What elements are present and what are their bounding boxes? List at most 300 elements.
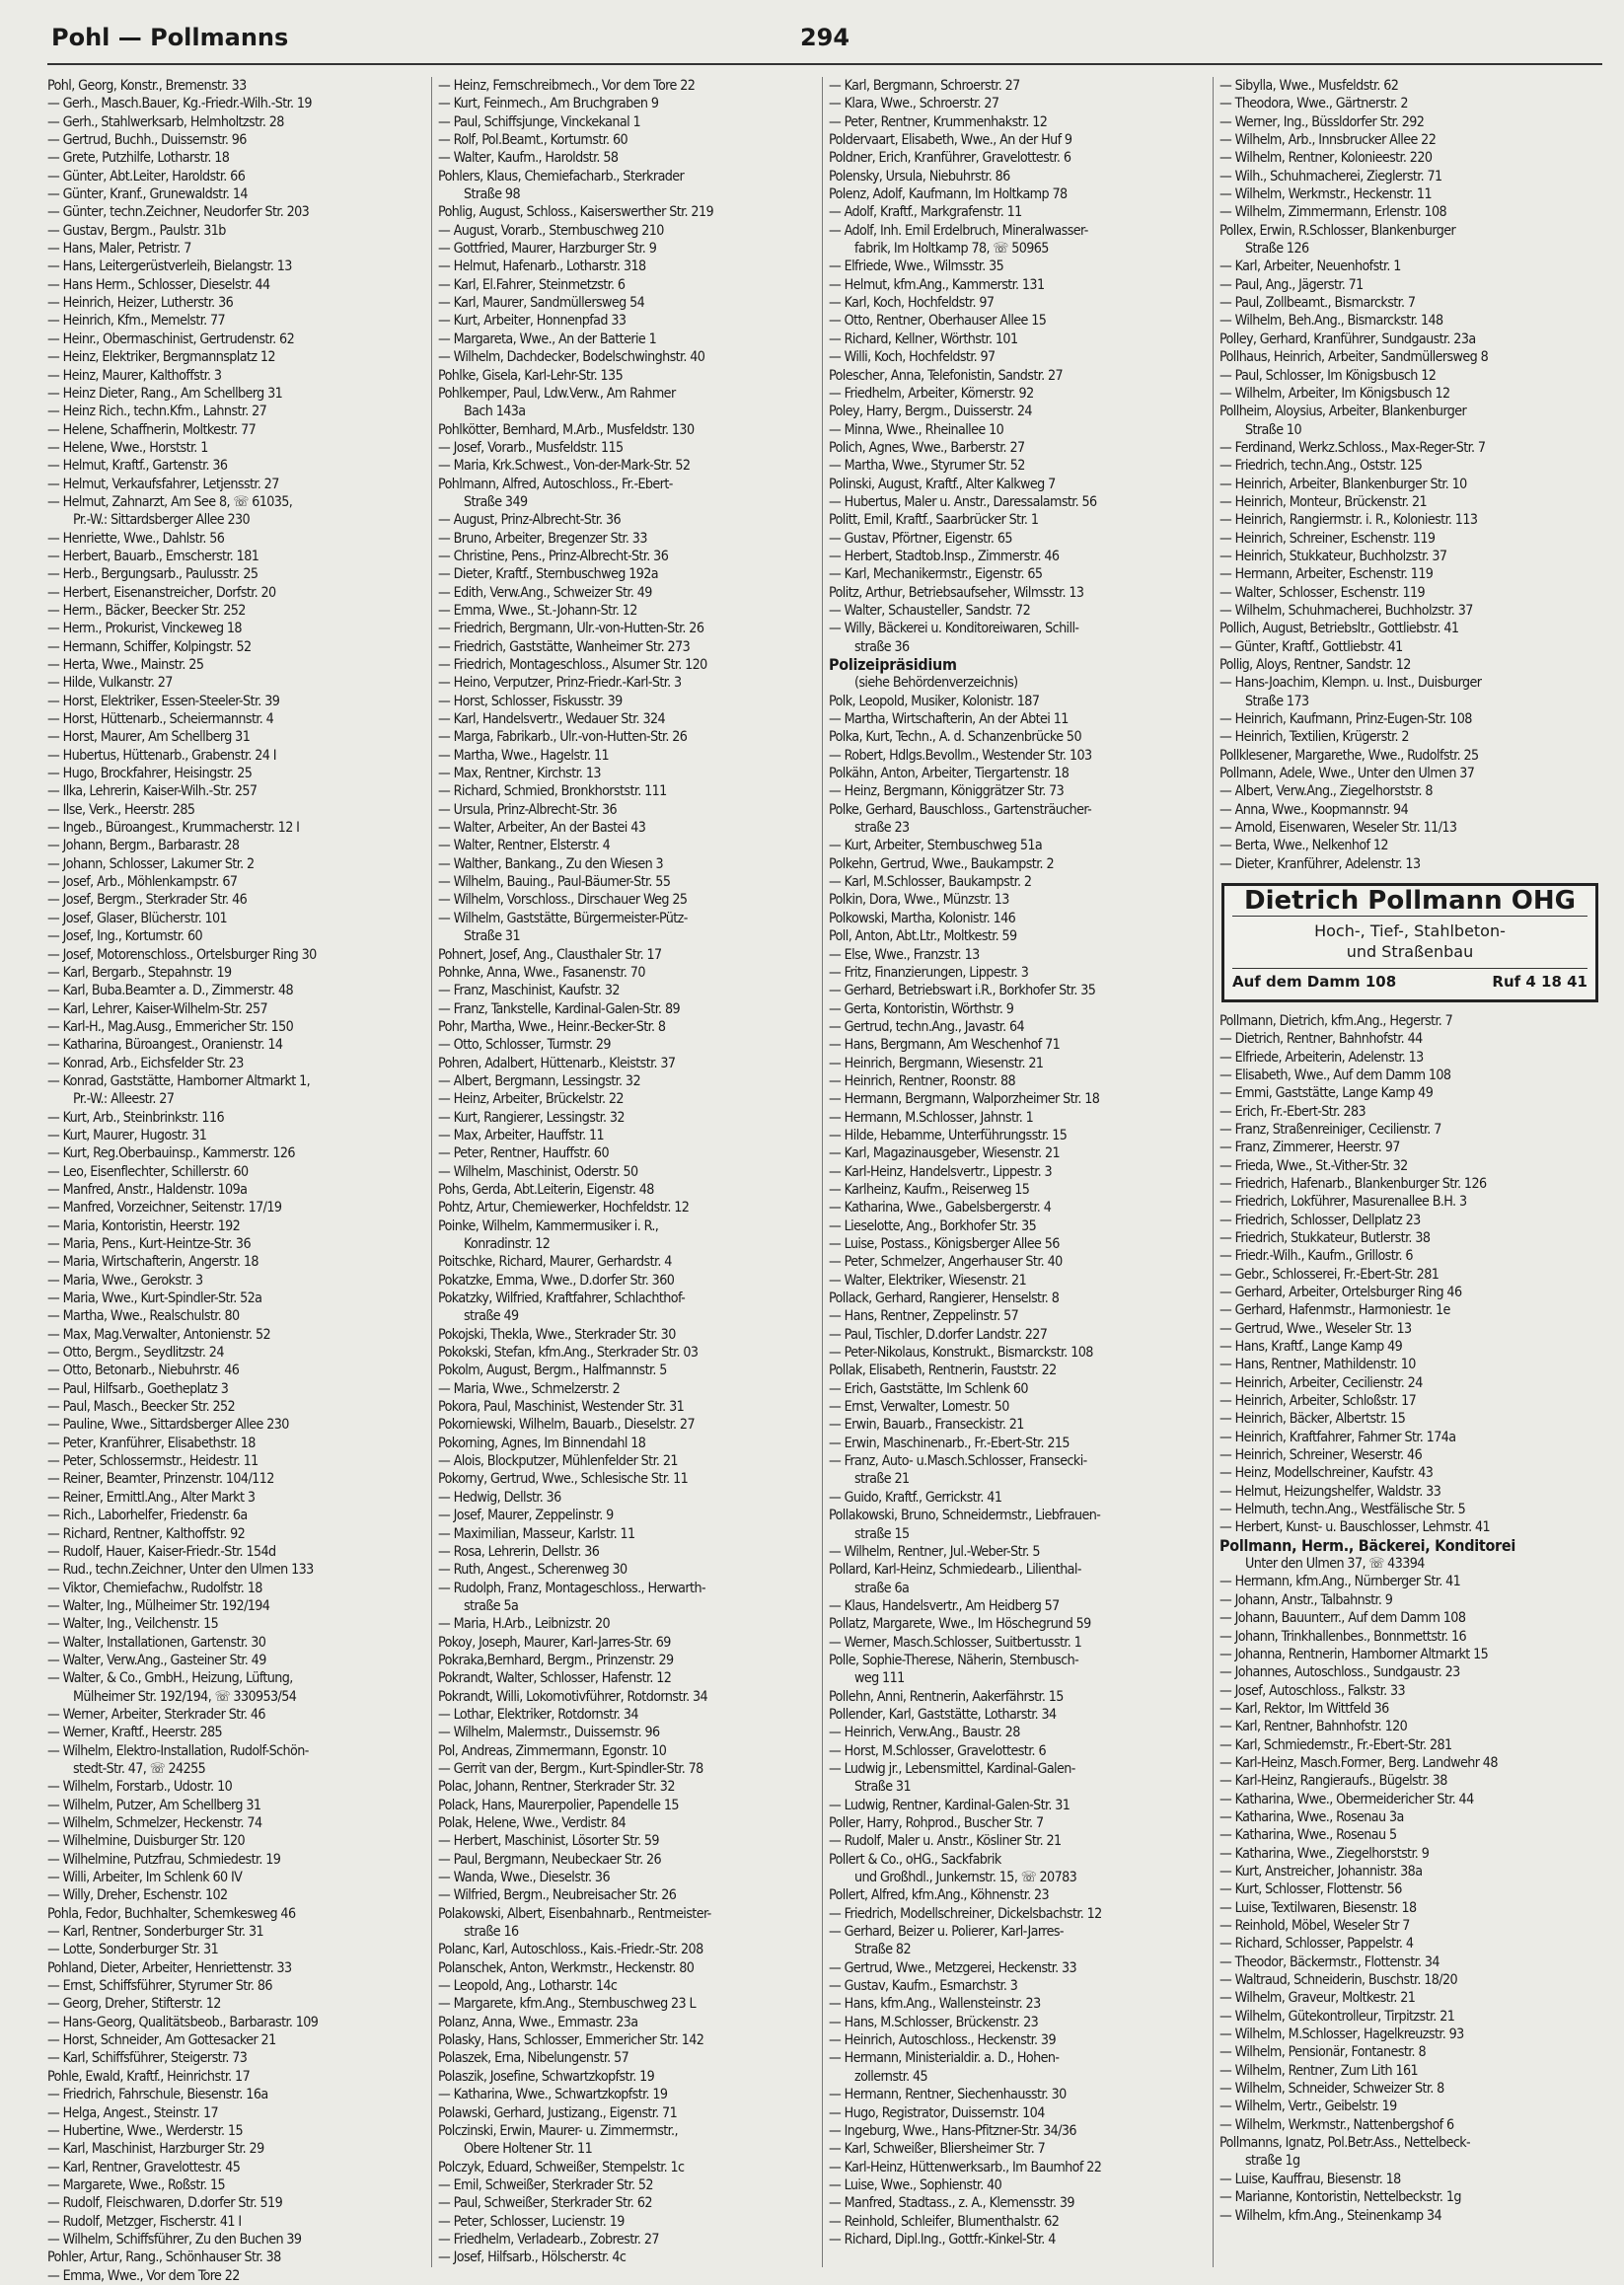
directory-entry: — Gerta, Kontoristin, Wörthstr. 9: [829, 1000, 1014, 1017]
directory-entry: fabrik, Im Holtkamp 78, ☏ 50965: [854, 241, 1049, 258]
directory-entry: — Franz, Tankstelle, Kardinal-Galen-Str. 89: [438, 1000, 680, 1017]
directory-entry: — Herbert, Eisenanstreicher, Dorfstr. 20: [47, 584, 276, 601]
directory-entry: — Walter, Rentner, Elsterstr. 4: [438, 838, 611, 854]
directory-entry: — Richard, Schlosser, Pappelstr. 4: [1219, 1936, 1414, 1953]
directory-entry: — Wilhelm, Beh.Ang., Bismarckstr. 148: [1219, 313, 1443, 330]
directory-entry: Pohler, Artur, Rang., Schönhauser Str. 38: [47, 2249, 281, 2266]
directory-entry: — Adolf, Inh. Emil Erdelbruch, Mineralwasser-: [829, 222, 1088, 239]
directory-entry: — Hermann, Arbeiter, Eschenstr. 119: [1219, 566, 1434, 583]
directory-entry: — Wilhelm, Dachdecker, Bodelschwinghstr. 40: [438, 349, 705, 366]
directory-entry: — Wilhelm, Schneider, Schweizer Str. 8: [1219, 2081, 1444, 2098]
directory-entry: — Wilhelm, Rentner, Jul.-Weber-Str. 5: [829, 1543, 1040, 1560]
ad-line: und Straßenbau: [1346, 942, 1474, 962]
directory-entry: — Margareta, Wwe., An der Batterie 1: [438, 331, 657, 347]
directory-entry: — Richard, Schmied, Bronkhorststr. 111: [438, 783, 667, 800]
directory-entry: — Hugo, Brockfahrer, Heisingstr. 25: [47, 766, 253, 782]
directory-entry: — Horst, Schlosser, Fiskusstr. 39: [438, 693, 623, 709]
directory-entry: Straße 349: [464, 493, 528, 510]
directory-entry: Polaszek, Erna, Nibelungenstr. 57: [438, 2050, 629, 2067]
directory-entry: — Heinz Dieter, Rang., Am Schellberg 31: [47, 385, 283, 402]
directory-entry: — Paul, Ang., Jägerstr. 71: [1219, 276, 1364, 293]
directory-entry: Konradinstr. 12: [464, 1236, 551, 1252]
directory-entry: Pollmann, Adele, Wwe., Unter den Ulmen 37: [1219, 766, 1475, 782]
directory-entry: — Hermann, Schiffer, Kolpingstr. 52: [47, 638, 252, 655]
directory-entry: — Hans-Georg, Qualitätsbeob., Barbarastr. 109: [47, 2014, 319, 2030]
directory-entry: — Helmut, Zahnarzt, Am See 8, ☏ 61035,: [47, 493, 293, 510]
directory-entry: — Hilde, Vulkanstr. 27: [47, 675, 173, 692]
directory-entry: — Wilhelm, Vorschloss., Dirschauer Weg 25: [438, 892, 688, 909]
directory-entry: Pollich, August, Betriebsltr., Gottliebstr. 41: [1219, 621, 1459, 637]
directory-entry: — Ruth, Angest., Scherenweg 30: [438, 1562, 627, 1579]
directory-entry: — Martha, Wwe., Realschulstr. 80: [47, 1308, 240, 1325]
directory-entry: — Karl, Schiffsführer, Steigerstr. 73: [47, 2050, 248, 2067]
directory-entry: — Hubertus, Hüttenarb., Grabenstr. 24 I: [47, 747, 276, 764]
directory-entry: Straße 31: [464, 928, 520, 945]
directory-entry: — Horst, Schneider, Am Gottesacker 21: [47, 2032, 276, 2049]
directory-entry: — Max, Arbeiter, Hauffstr. 11: [438, 1127, 605, 1143]
directory-entry: — Karl-Heinz, Handelsvertr., Lippestr. 3: [829, 1163, 1053, 1180]
directory-entry: — Maria, Wwe., Kurt-Spindler-Str. 52a: [47, 1290, 262, 1307]
directory-entry: — Rudolf, Maler u. Anstr., Kösliner Str. 21: [829, 1833, 1062, 1850]
directory-entry: — Adolf, Kraftf., Markgrafenstr. 11: [829, 204, 1022, 221]
directory-entry: — Gerhard, Arbeiter, Ortelsburger Ring 46: [1219, 1284, 1462, 1300]
directory-entry: — Wilhelm, Forstarb., Udostr. 10: [47, 1779, 233, 1796]
directory-entry: — Katharina, Wwe., Schwartzkopfstr. 19: [438, 2087, 668, 2103]
directory-entry: Polanc, Karl, Autoschloss., Kais.-Friedr.-Str. 208: [438, 1942, 703, 1958]
directory-entry: — Walter, Kaufm., Haroldstr. 58: [438, 150, 619, 167]
directory-entry: — Johann, Anstr., Talbahnstr. 9: [1219, 1591, 1393, 1608]
directory-entry: Straße 98: [464, 186, 520, 203]
directory-entry: Pollmann, Herm., Bäckerei, Konditorei: [1219, 1535, 1515, 1555]
directory-entry: Pollatz, Margarete, Wwe., Im Höschegrund 59: [829, 1616, 1091, 1633]
directory-entry: Straße 31: [854, 1779, 911, 1796]
directory-entry: — Luise, Textilwaren, Biesenstr. 18: [1219, 1899, 1417, 1916]
directory-entry: — Kurt, Feinmech., Am Bruchgraben 9: [438, 96, 659, 112]
directory-entry: — Karl, Rentner, Gravelottestr. 45: [47, 2159, 241, 2175]
column-4: [1219, 77, 1604, 2267]
directory-entry: — Josef, Autoschloss., Falkstr. 33: [1219, 1682, 1406, 1699]
directory-entry: Polkehn, Gertrud, Wwe., Baukampstr. 2: [829, 855, 1054, 872]
directory-entry: — Johanna, Rentnerin, Hamborner Altmarkt 15: [1219, 1646, 1489, 1662]
directory-entry: — Hermann, Ministerialdir. a. D., Hohen-: [829, 2050, 1060, 2067]
directory-entry: — Paul, Schweißer, Sterkrader Str. 62: [438, 2195, 652, 2212]
directory-entry: — Maria, Wirtschafterin, Angerstr. 18: [47, 1254, 258, 1271]
directory-entry: — Max, Mag.Verwalter, Antonienstr. 52: [47, 1326, 270, 1343]
directory-entry: — Theodora, Wwe., Gärtnerstr. 2: [1219, 96, 1408, 112]
directory-entry: Pollmanns, Ignatz, Pol.Betr.Ass., Nettelbeck-: [1219, 2135, 1471, 2152]
directory-entry: — Karl, Maurer, Sandmüllersweg 54: [438, 295, 645, 312]
directory-entry: — Elfriede, Arbeiterin, Adelenstr. 13: [1219, 1049, 1424, 1066]
directory-entry: — Hans, Bergmann, Am Weschenhof 71: [829, 1037, 1061, 1054]
directory-entry: — Karl-Heinz, Rangieraufs., Bügelstr. 38: [1219, 1773, 1447, 1790]
directory-entry: Polanz, Anna, Wwe., Emmastr. 23a: [438, 2014, 638, 2030]
directory-entry: Pollmann, Dietrich, kfm.Ang., Hegerstr. 7: [1219, 1012, 1453, 1029]
directory-entry: — Konrad, Arb., Eichsfelder Str. 23: [47, 1055, 244, 1071]
directory-entry: — Ernst, Schiffsführer, Styrumer Str. 86: [47, 1978, 272, 1995]
directory-entry: zollernstr. 45: [854, 2068, 928, 2085]
directory-entry: — Friedr.-Wilh., Kaufm., Grillostr. 6: [1219, 1248, 1413, 1265]
directory-entry: — Karl, M.Schlosser, Baukampstr. 2: [829, 874, 1032, 891]
directory-entry: Pr.-W.: Alleestr. 27: [73, 1091, 175, 1108]
directory-entry: — Heinrich, Stukkateur, Buchholzstr. 37: [1219, 548, 1447, 564]
directory-entry: — Werner, Ing., Büssldorfer Str. 292: [1219, 113, 1425, 130]
directory-entry: — Ludwig, Rentner, Kardinal-Galen-Str. 31: [829, 1797, 1070, 1813]
directory-entry: — Emma, Wwe., St.-Johann-Str. 12: [438, 602, 637, 619]
directory-entry: — Wilhelmine, Duisburger Str. 120: [47, 1833, 246, 1850]
directory-entry: Polakowski, Albert, Eisenbahnarb., Rentmeister-: [438, 1905, 711, 1922]
directory-entry: stedt-Str. 47, ☏ 24255: [73, 1760, 206, 1777]
directory-entry: — Gustav, Pförtner, Eigenstr. 65: [829, 530, 1012, 547]
directory-entry: Straße 173: [1245, 693, 1309, 709]
directory-entry: — Hermann, Rentner, Siechenhausstr. 30: [829, 2087, 1067, 2103]
directory-entry: — Sibylla, Wwe., Musfeldstr. 62: [1219, 78, 1399, 94]
directory-entry: — Friedrich, Hafenarb., Blankenburger Str. 126: [1219, 1175, 1487, 1192]
directory-entry: Pr.-W.: Sittardsberger Allee 230: [73, 512, 251, 529]
directory-entry: — Waltraud, Schneiderin, Buschstr. 18/20: [1219, 1972, 1458, 1989]
directory-entry: — Katharina, Büroangest., Oranienstr. 14: [47, 1037, 283, 1054]
directory-entry: — Heinz, Bergmann, Königgrätzer Str. 73: [829, 783, 1065, 800]
directory-entry: — Herbert, Bauarb., Emscherstr. 181: [47, 548, 259, 564]
directory-entry: — Herm., Prokurist, Vinckeweg 18: [47, 621, 242, 637]
directory-entry: — Gerh., Stahlwerksarb, Helmholtzstr. 28: [47, 113, 284, 130]
directory-entry: — Rosa, Lehrerin, Dellstr. 36: [438, 1543, 600, 1560]
directory-entry: — Kurt, Reg.Oberbauinsp., Kammerstr. 126: [47, 1145, 295, 1162]
directory-entry: — Erwin, Maschinenarb., Fr.-Ebert-Str. 215: [829, 1435, 1070, 1451]
directory-entry: — Josef, Hilfsarb., Hölscherstr. 4c: [438, 2249, 627, 2266]
directory-entry: — Hans, Rentner, Zeppelinstr. 57: [829, 1308, 1019, 1325]
directory-entry: Pollheim, Aloysius, Arbeiter, Blankenburger: [1219, 404, 1467, 420]
directory-entry: — Rudolf, Hauer, Kaiser-Friedr.-Str. 154d: [47, 1543, 276, 1560]
directory-entry: Pollakowski, Bruno, Schneidermstr., Liebfrauen-: [829, 1508, 1101, 1524]
directory-entry: — Karl, Buba.Beamter a. D., Zimmerstr. 48: [47, 983, 294, 999]
directory-entry: — Emmi, Gaststätte, Lange Kamp 49: [1219, 1085, 1434, 1102]
directory-entry: — Peter, Rentner, Hauffstr. 60: [438, 1145, 609, 1162]
directory-entry: — Günter, Abt.Leiter, Haroldstr. 66: [47, 168, 246, 184]
directory-entry: — Heinrich, Bergmann, Wiesenstr. 21: [829, 1055, 1044, 1071]
directory-entry: — Horst, Hüttenarb., Scheiermannstr. 4: [47, 711, 274, 728]
directory-entry: Polle, Sophie-Therese, Näherin, Sternbusch-: [829, 1652, 1079, 1668]
directory-entry: Poller, Harry, Rohprod., Buscher Str. 7: [829, 1815, 1044, 1831]
directory-entry: — Johann, Bergm., Barbarastr. 28: [47, 838, 240, 854]
directory-entry: — Richard, Kellner, Wörthstr. 101: [829, 331, 1018, 347]
directory-entry: — Wilhelmine, Putzfrau, Schmiedestr. 19: [47, 1851, 281, 1868]
directory-entry: — Wilhelm, Werkmstr., Nattenbergshof 6: [1219, 2116, 1454, 2133]
directory-entry: — Kurt, Arbeiter, Honnenpfad 33: [438, 313, 627, 330]
directory-entry: Pohlke, Gisela, Karl-Lehr-Str. 135: [438, 367, 624, 384]
directory-entry: — Helmut, kfm.Ang., Kammerstr. 131: [829, 276, 1045, 293]
directory-entry: Pollex, Erwin, R.Schlosser, Blankenburger: [1219, 222, 1456, 239]
directory-entry: — Franz, Zimmerer, Heerstr. 97: [1219, 1140, 1400, 1156]
directory-entry: — Helmuth, techn.Ang., Westfälische Str. 5: [1219, 1502, 1466, 1518]
directory-entry: Polczinski, Erwin, Maurer- u. Zimmermstr.,: [438, 2122, 678, 2139]
directory-entry: — Karl, Lehrer, Kaiser-Wilhelm-Str. 257: [47, 1000, 268, 1017]
directory-entry: — Martha, Wwe., Hagelstr. 11: [438, 747, 610, 764]
directory-entry: — August, Prinz-Albrecht-Str. 36: [438, 512, 621, 529]
directory-entry: — Maximilian, Masseur, Karlstr. 11: [438, 1525, 635, 1542]
directory-entry: — Hans, M.Schlosser, Brückenstr. 23: [829, 2014, 1039, 2030]
directory-entry: — Wilhelm, Rentner, Kolonieestr. 220: [1219, 150, 1433, 167]
directory-entry: Pollard, Karl-Heinz, Schmiedearb., Lilienthal-: [829, 1562, 1081, 1579]
directory-entry: — Willi, Koch, Hochfeldstr. 97: [829, 349, 996, 366]
directory-entry: — Else, Wwe., Franzstr. 13: [829, 946, 980, 963]
directory-entry: — Heinrich, Kaufmann, Prinz-Eugen-Str. 108: [1219, 711, 1472, 728]
directory-entry: Pollert, Alfred, kfm.Ang., Köhnenstr. 23: [829, 1887, 1050, 1904]
directory-entry: — Wilhelm, Rentner, Zum Lith 161: [1219, 2062, 1419, 2079]
directory-entry: — Emma, Wwe., Vor dem Tore 22: [47, 2267, 240, 2284]
directory-entry: Polkin, Dora, Wwe., Münzstr. 13: [829, 892, 1009, 909]
directory-entry: — Anna, Wwe., Koopmannstr. 94: [1219, 801, 1409, 818]
directory-entry: — Wilhelm, M.Schlosser, Hagelkreuzstr. 93: [1219, 2027, 1464, 2043]
directory-entry: — Franz, Auto- u.Masch.Schlosser, Fransecki-: [829, 1453, 1087, 1470]
directory-entry: — Viktor, Chemiefachw., Rudolfstr. 18: [47, 1580, 262, 1596]
directory-entry: — Helmut, Verkaufsfahrer, Letjensstr. 27: [47, 476, 279, 492]
directory-entry: Pollhaus, Heinrich, Arbeiter, Sandmüllersweg 8: [1219, 349, 1489, 366]
directory-entry: straße 5a: [464, 1597, 519, 1614]
directory-entry: — Paul, Hilfsarb., Goetheplatz 3: [47, 1380, 229, 1397]
directory-entry: — Heinz, Modellschreiner, Kaufstr. 43: [1219, 1465, 1434, 1482]
directory-entry: — Franz, Straßenreiniger, Cecilienstr. 7: [1219, 1121, 1441, 1138]
directory-entry: — Wilhelm, Arbeiter, Im Königsbusch 12: [1219, 385, 1450, 402]
directory-entry: — Peter, Kranführer, Elisabethstr. 18: [47, 1435, 256, 1451]
directory-entry: Pokora, Paul, Maschinist, Westender Str. 31: [438, 1399, 685, 1416]
directory-entry: Straße 10: [1245, 421, 1301, 438]
directory-entry: — Helene, Wwe., Horststr. 1: [47, 439, 208, 456]
directory-entry: — Heino, Verputzer, Prinz-Friedr.-Karl-Str. 3: [438, 675, 682, 692]
directory-entry: Polkowski, Martha, Kolonistr. 146: [829, 910, 1016, 926]
directory-entry: — Gerhard, Betriebswart i.R., Borkhofer Str. 35: [829, 983, 1096, 999]
directory-entry: Polich, Agnes, Wwe., Barberstr. 27: [829, 439, 1025, 456]
directory-entry: — Reiner, Beamter, Prinzenstr. 104/112: [47, 1471, 274, 1488]
directory-entry: — Hermann, kfm.Ang., Nürnberger Str. 41: [1219, 1574, 1461, 1590]
directory-entry: — Hilde, Hebamme, Unterführungsstr. 15: [829, 1127, 1068, 1143]
directory-entry: — Kurt, Rangierer, Lessingstr. 32: [438, 1109, 625, 1126]
directory-entry: — Josef, Arb., Möhlenkampstr. 67: [47, 874, 238, 891]
directory-entry: — Wilhelm, Werkmstr., Heckenstr. 11: [1219, 186, 1432, 203]
directory-entry: — Heinrich, Kfm., Memelstr. 77: [47, 313, 226, 330]
directory-entry: — Friedhelm, Arbeiter, Körnerstr. 92: [829, 385, 1034, 402]
directory-entry: straße 1g: [1245, 2153, 1300, 2170]
directory-entry: Poinke, Wilhelm, Kammermusiker i. R.,: [438, 1217, 659, 1234]
directory-entry: — Karl, Mechanikermstr., Eigenstr. 65: [829, 566, 1043, 583]
directory-entry: — Manfred, Anstr., Haldenstr. 109a: [47, 1181, 248, 1198]
directory-entry: — Helene, Schaffnerin, Moltkestr. 77: [47, 421, 257, 438]
directory-entry: — Wilhelm, Gütekontrolleur, Tirpitzstr. 21: [1219, 2008, 1455, 2025]
directory-entry: Pokojski, Thekla, Wwe., Sterkrader Str. 30: [438, 1326, 676, 1343]
directory-entry: — Hans, Rentner, Mathildenstr. 10: [1219, 1357, 1416, 1373]
directory-entry: — Leopold, Ang., Lotharstr. 14c: [438, 1978, 618, 1995]
directory-entry: — Wilhelm, Putzer, Am Schellberg 31: [47, 1797, 261, 1813]
directory-entry: — Maria, Krk.Schwest., Von-der-Mark-Str. 52: [438, 458, 691, 475]
ad-line: Hoch-, Tief-, Stahlbeton-: [1314, 921, 1506, 941]
directory-entry: — Klaus, Handelsvertr., Am Heidberg 57: [829, 1597, 1060, 1614]
directory-entry: — Wilh., Schuhmacherei, Zieglerstr. 71: [1219, 168, 1442, 184]
directory-entry: — Lotte, Sonderburger Str. 31: [47, 1942, 219, 1958]
column-2: [438, 77, 823, 2267]
column-3: [829, 77, 1214, 2267]
directory-entry: — Heinrich, Arbeiter, Blankenburger Str. 10: [1219, 476, 1467, 492]
directory-entry: — Rudolph, Franz, Montageschloss., Herwarth-: [438, 1580, 705, 1596]
directory-entry: — Martha, Wirtschafterin, An der Abtei 11: [829, 711, 1069, 728]
directory-entry: — Josef, Motorenschloss., Ortelsburger Ring 30: [47, 946, 317, 963]
directory-entry: — Albert, Bergmann, Lessingstr. 32: [438, 1072, 640, 1089]
page-header: [47, 20, 1602, 65]
directory-entry: — Ferdinand, Werkz.Schloss., Max-Reger-Str. 7: [1219, 439, 1486, 456]
directory-entry: — Berta, Wwe., Nelkenhof 12: [1219, 838, 1388, 854]
directory-entry: — Friedhelm, Verladearb., Zobrestr. 27: [438, 2231, 659, 2248]
directory-entry: — Helmut, Heizungshelfer, Waldstr. 33: [1219, 1483, 1441, 1500]
directory-entry: — Wilhelm, Graveur, Moltkestr. 21: [1219, 1990, 1416, 2007]
directory-entry: Pokorny, Gertrud, Wwe., Schlesische Str. 11: [438, 1471, 689, 1488]
directory-entry: — Friedrich, Montageschloss., Alsumer Str. 120: [438, 657, 707, 673]
directory-entry: Politt, Emil, Kraftf., Saarbrücker Str. 1: [829, 512, 1039, 529]
directory-entry: — Luise, Kauffrau, Biesenstr. 18: [1219, 2171, 1401, 2187]
directory-entry: — Karl-Heinz, Masch.Former, Berg. Landwehr 48: [1219, 1754, 1498, 1771]
directory-entry: — Karl, Koch, Hochfeldstr. 97: [829, 295, 995, 312]
directory-entry: — Marianne, Kontoristin, Nettelbeckstr. 1g: [1219, 2189, 1461, 2206]
directory-entry: — Werner, Kraftf., Heerstr. 285: [47, 1725, 223, 1741]
directory-entry: — Manfred, Stadtass., z. A., Klemensstr. 39: [829, 2195, 1074, 2212]
directory-entry: — Herbert, Maschinist, Lösorter Str. 59: [438, 1833, 659, 1850]
directory-entry: — Heinz Rich., techn.Kfm., Lahnstr. 27: [47, 404, 267, 420]
directory-entry: — Paul, Bergmann, Neubeckaer Str. 26: [438, 1851, 662, 1868]
directory-entry: — Peter, Schmelzer, Angerhauser Str. 40: [829, 1254, 1063, 1271]
directory-entry: — Karl, Bergarb., Stepahnstr. 19: [47, 964, 232, 981]
directory-entry: — Josef, Glaser, Blücherstr. 101: [47, 910, 228, 926]
directory-entry: — Karl, Rentner, Sonderburger Str. 31: [47, 1924, 263, 1941]
directory-entry: — Fritz, Finanzierungen, Lippestr. 3: [829, 964, 1029, 981]
directory-entry: — Gustav, Bergm., Paulstr. 31b: [47, 222, 226, 239]
directory-entry: — Josef, Bergm., Sterkrader Str. 46: [47, 892, 248, 909]
directory-entry: — Rudolf, Fleischwaren, D.dorfer Str. 519: [47, 2195, 283, 2212]
directory-entry: Polkähn, Anton, Arbeiter, Tiergartenstr. 18: [829, 766, 1070, 782]
directory-entry: — Friedrich, Lokführer, Masurenallee B.H. 3: [1219, 1194, 1467, 1211]
directory-entry: — Walter, Installationen, Gartenstr. 30: [47, 1634, 266, 1651]
directory-entry: Pokorniewski, Wilhelm, Bauarb., Dieselstr. 27: [438, 1417, 695, 1434]
directory-entry: — Hans, Leitergerüstverleih, Bielangstr. 13: [47, 258, 292, 275]
directory-entry: — Karl, Bergmann, Schroerstr. 27: [829, 78, 1020, 94]
directory-entry: — Rich., Laborhelfer, Friedenstr. 6a: [47, 1508, 248, 1524]
directory-entry: Polack, Hans, Maurerpolier, Papendelle 15: [438, 1797, 679, 1813]
directory-entry: — Hans Herm., Schlosser, Dieselstr. 44: [47, 276, 270, 293]
directory-entry: — Richard, Rentner, Kalthoffstr. 92: [47, 1525, 246, 1542]
directory-entry: — Ludwig jr., Lebensmittel, Kardinal-Galen-: [829, 1760, 1075, 1777]
directory-entry: Pol, Andreas, Zimmermann, Egonstr. 10: [438, 1742, 667, 1759]
directory-entry: Polanschek, Anton, Werkmstr., Heckenstr. 80: [438, 1959, 695, 1976]
directory-entry: — Johann, Schlosser, Lakumer Str. 2: [47, 855, 255, 872]
directory-entry: Pohl, Georg, Konstr., Bremenstr. 33: [47, 78, 247, 94]
directory-entry: — Henriette, Wwe., Dahlstr. 56: [47, 530, 225, 547]
directory-entry: — Dietrich, Rentner, Bahnhofstr. 44: [1219, 1031, 1423, 1048]
directory-entry: — Karl, Handelsvertr., Wedauer Str. 324: [438, 711, 666, 728]
directory-entry: — Otto, Betonarb., Niebuhrstr. 46: [47, 1363, 240, 1379]
directory-entry: — Horst, M.Schlosser, Gravelottestr. 6: [829, 1742, 1046, 1759]
directory-entry: — Heinrich, Autoschloss., Heckenstr. 39: [829, 2032, 1056, 2049]
directory-entry: — Wilhelm, Pensionär, Fontanestr. 8: [1219, 2044, 1426, 2061]
directory-entry: — Gottfried, Maurer, Harzburger Str. 9: [438, 241, 657, 258]
directory-entry: — Hans, Maler, Petristr. 7: [47, 241, 191, 258]
page-number: 294: [799, 24, 850, 51]
directory-entry: — Friedrich, techn.Ang., Oststr. 125: [1219, 458, 1423, 475]
directory-entry: Pohs, Gerda, Abt.Leiterin, Eigenstr. 48: [438, 1181, 654, 1198]
directory-entry: — Elfriede, Wwe., Wilmsstr. 35: [829, 258, 1004, 275]
directory-entry: — Heinrich, Textilien, Krügerstr. 2: [1219, 729, 1409, 746]
directory-entry: Pokoy, Joseph, Maurer, Karl-Jarres-Str. 69: [438, 1634, 671, 1651]
directory-entry: — Josef, Ing., Kortumstr. 60: [47, 928, 202, 945]
directory-entry: — Wilfried, Bergm., Neubreisacher Str. 26: [438, 1887, 677, 1904]
directory-entry: Pohlmann, Alfred, Autoschloss., Fr.-Ebert-: [438, 476, 673, 492]
ad-address: Auf dem Damm 108: [1232, 973, 1397, 992]
directory-entry: Pohlers, Klaus, Chemiefacharb., Sterkrader: [438, 168, 685, 184]
directory-entry: Pohla, Fedor, Buchhalter, Schemkesweg 46: [47, 1905, 296, 1922]
directory-entry: — Otto, Bergm., Seydlitzstr. 24: [47, 1345, 224, 1362]
directory-entry: Polasky, Hans, Schlosser, Emmericher Str. 142: [438, 2032, 704, 2049]
directory-entry: — Paul, Tischler, D.dorfer Landstr. 227: [829, 1326, 1048, 1343]
directory-columns: [47, 77, 1604, 2284]
directory-entry: Polaszik, Josefine, Schwartzkopfstr. 19: [438, 2068, 655, 2085]
directory-entry: — Reinhold, Schleifer, Blumenthalstr. 62: [829, 2213, 1060, 2230]
directory-entry: — Wilhelm, Gaststätte, Bürgermeister-Pütz-: [438, 910, 688, 926]
directory-entry: — Theodor, Bäckermstr., Flottenstr. 34: [1219, 1953, 1439, 1970]
directory-entry: — Otto, Schlosser, Turmstr. 29: [438, 1037, 611, 1054]
advertisement-box: [1221, 883, 1598, 1002]
directory-entry: — Albert, Verw.Ang., Ziegelhorststr. 8: [1219, 783, 1433, 800]
directory-entry: — Margarete, Wwe., Roßstr. 15: [47, 2176, 226, 2193]
directory-entry: — Karl, Schweißer, Bliersheimer Str. 7: [829, 2141, 1046, 2158]
directory-entry: Poldner, Erich, Kranführer, Gravelottestr. 6: [829, 150, 1071, 167]
directory-entry: — Heinrich, Rentner, Roonstr. 88: [829, 1072, 1016, 1089]
directory-entry: — Friedrich, Schlosser, Dellplatz 23: [1219, 1212, 1421, 1228]
directory-entry: — Wanda, Wwe., Dieselstr. 36: [438, 1870, 610, 1886]
directory-entry: — Frieda, Wwe., St.-Vither-Str. 32: [1219, 1157, 1408, 1174]
directory-entry: — Johann, Bauunterr., Auf dem Damm 108: [1219, 1610, 1466, 1627]
directory-entry: Pohren, Adalbert, Hüttenarb., Kleiststr. 37: [438, 1055, 676, 1071]
directory-entry: — Arnold, Eisenwaren, Weseler Str. 11/13: [1219, 820, 1457, 837]
directory-entry: — Herbert, Stadtob.Insp., Zimmerstr. 46: [829, 548, 1060, 564]
directory-entry: — Wilhelm, Schuhmacherei, Buchholzstr. 37: [1219, 602, 1473, 619]
directory-entry: — Gertrud, Buchh., Duissernstr. 96: [47, 132, 247, 149]
directory-entry: — Katharina, Wwe., Obermeidericher Str. 44: [1219, 1791, 1474, 1807]
directory-entry: — Gertrud, Wwe., Weseler Str. 13: [1219, 1320, 1412, 1337]
directory-entry: — Paul, Zollbeamt., Bismarckstr. 7: [1219, 295, 1416, 312]
directory-entry: Pokolm, August, Bergm., Halfmannstr. 5: [438, 1363, 667, 1379]
directory-entry: — Heinz, Elektriker, Bergmannsplatz 12: [47, 349, 275, 366]
directory-entry: — Hermann, Bergmann, Walporzheimer Str. 18: [829, 1091, 1100, 1108]
directory-entry: — Hubertine, Wwe., Werderstr. 15: [47, 2122, 243, 2139]
directory-entry: — Heinrich, Schreiner, Weserstr. 46: [1219, 1447, 1423, 1464]
directory-entry: — Willy, Dreher, Eschenstr. 102: [47, 1887, 228, 1904]
directory-entry: — Heinrich, Verw.Ang., Baustr. 28: [829, 1725, 1020, 1741]
directory-entry: Polczyk, Eduard, Schweißer, Stempelstr. 1c: [438, 2159, 685, 2175]
directory-entry: Polizeipräsidium: [829, 655, 957, 674]
directory-entry: — Wilhelm, kfm.Ang., Steinenkamp 34: [1219, 2207, 1442, 2224]
directory-entry: — Klara, Wwe., Schroerstr. 27: [829, 96, 999, 112]
directory-entry: Pohr, Martha, Wwe., Heinr.-Becker-Str. 8: [438, 1018, 666, 1035]
directory-entry: Pokorning, Agnes, Im Binnendahl 18: [438, 1435, 646, 1451]
directory-entry: — Karl-H., Mag.Ausg., Emmericher Str. 150: [47, 1018, 294, 1035]
directory-entry: Pohtz, Artur, Chemiewerker, Hochfeldstr. 12: [438, 1200, 690, 1216]
directory-entry: — Friedrich, Gaststätte, Wanheimer Str. 273: [438, 638, 691, 655]
directory-entry: — Otto, Rentner, Oberhauser Allee 15: [829, 313, 1047, 330]
directory-entry: und Großhdl., Junkernstr. 15, ☏ 20783: [854, 1870, 1077, 1886]
directory-entry: Polinski, August, Kraftf., Alter Kalkweg 7: [829, 476, 1056, 492]
directory-entry: — Hans, kfm.Ang., Wallensteinstr. 23: [829, 1996, 1041, 2013]
directory-entry: — Walther, Bankang., Zu den Wiesen 3: [438, 855, 664, 872]
directory-entry: — Dieter, Kranführer, Adelenstr. 13: [1219, 855, 1421, 872]
directory-entry: — Wilhelm, Elektro-Installation, Rudolf-Schön-: [47, 1742, 309, 1759]
directory-entry: — Herta, Wwe., Mainstr. 25: [47, 657, 204, 673]
directory-entry: — Martha, Wwe., Styrumer Str. 52: [829, 458, 1025, 475]
directory-entry: — Ursula, Prinz-Albrecht-Str. 36: [438, 801, 618, 818]
